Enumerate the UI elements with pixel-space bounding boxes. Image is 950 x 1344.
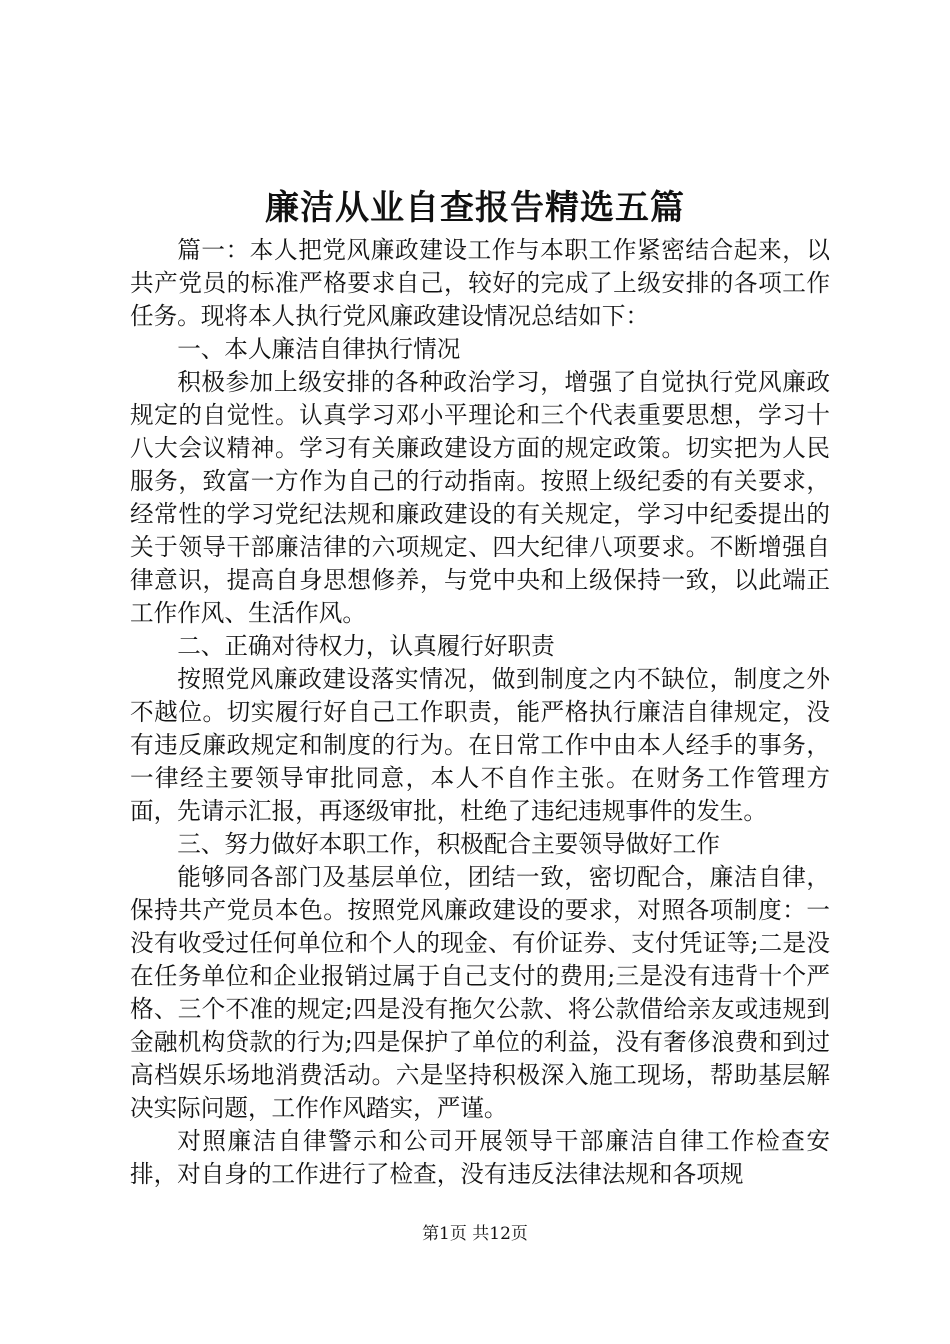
section-heading-3: 三、努力做好本职工作，积极配合主要领导做好工作	[177, 830, 720, 858]
page-footer	[0, 1222, 950, 1246]
section-heading-2: 二、正确对待权力，认真履行好职责	[177, 632, 555, 660]
paragraph-intro: 篇一：本人把党风廉政建设工作与本职工作紧密结合起来，以共产党员的标准严格要求自己，较好的完成了上级安排的各项工作任务。现将本人执行党风廉政建设情况总结如下：	[130, 236, 830, 330]
paragraph-section-3: 能够同各部门及基层单位，团结一致，密切配合，廉洁自律，保持共产党员本色。按照党风廉政建设的要求，对照各项制度：一没有收受过任何单位和个人的现金、有价证券、支付凭证等;二是没在任务单位和企业报销过属于自己支付的费用;三是没有违背十个严格、三个不准的规定;四是没有拖欠公款、将公款借给亲友或违规到金融机构贷款的行为;四是保护了单位的利益，没有奢侈浪费和到过高档娱乐场地消费活动。六是坚持积极深入施工现场，帮助基层解决实际问题，工作作风踏实，严谨。	[130, 863, 830, 1122]
paragraph-section-2: 按照党风廉政建设落实情况，做到制度之内不缺位，制度之外不越位。切实履行好自己工作职责，能严格执行廉洁自律规定，没有违反廉政规定和制度的行为。在日常工作中由本人经手的事务，一律经主要领导审批同意，本人不自作主张。在财务工作管理方面，先请示汇报，再逐级审批，杜绝了违纪违规事件的发生。	[130, 665, 830, 825]
paragraph-section-1: 积极参加上级安排的各种政治学习，增强了自觉执行党风廉政规定的自觉性。认真学习邓小平理论和三个代表重要思想，学习十八大会议精神。学习有关廉政建设方面的规定政策。切实把为人民服务，致富一方作为自己的行动指南。按照上级纪委的有关要求，经常性的学习党纪法规和廉政建设的有关规定，学习中纪委提出的关于领导干部廉洁律的六项规定、四大纪律八项要求。不断增强自律意识，提高自身思想修养，与党中央和上级保持一致，以此端正工作作风、生活作风。	[130, 368, 830, 627]
document-body	[130, 234, 830, 1191]
section-heading-1: 一、本人廉洁自律执行情况	[177, 335, 461, 363]
page-number: 第1页 共12页	[422, 1224, 528, 1244]
document-title: 廉洁从业自查报告精选五篇	[265, 188, 685, 228]
paragraph-checkup: 对照廉洁自律警示和公司开展领导干部廉洁自律工作检查安排，对自身的工作进行了检查，没有违反法律法规和各项规	[130, 1127, 830, 1188]
